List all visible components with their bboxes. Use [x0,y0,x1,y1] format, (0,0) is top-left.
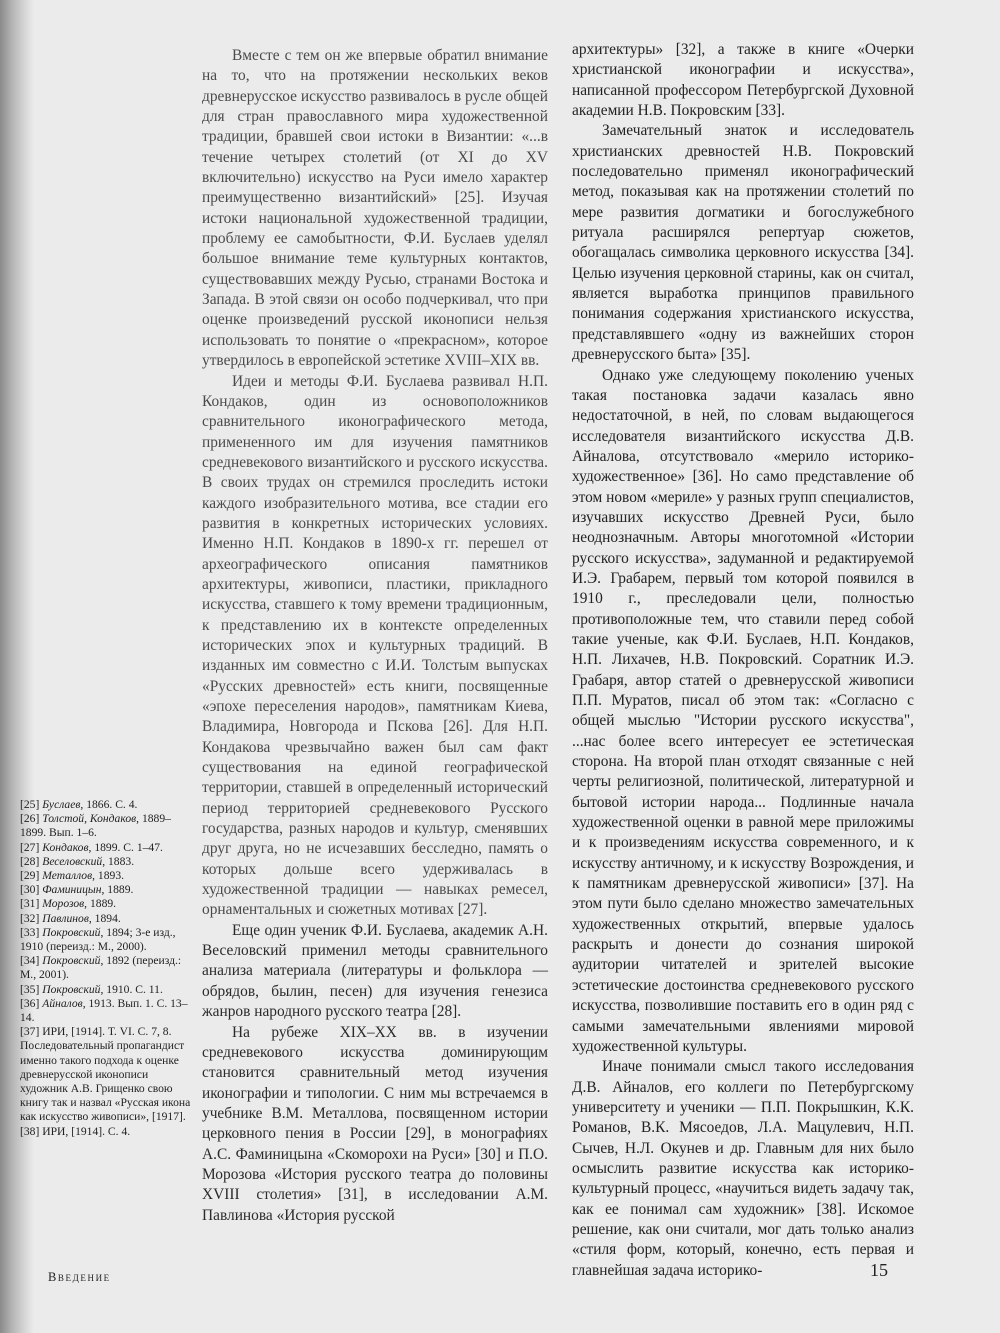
footnote-text: , 1866. С. 4. [80,798,138,811]
footnote-text: , 1899. С. 1–47. [88,840,163,854]
paragraph: Замечательный знаток и исследователь христианских древностей Н.В. Покровский последовательно применял иконографический метод, показывая как на протяжении столетий по мере развития догматики и богослужебного ритуала расширялся репертуар сюжетов, обогащалась символика церковного искусства [34]. Целью изучения церковной старины, как он считал, является выработка принципов правильного понимания содержания христианского искусства, представлявшего «одну из важнейших сторон древнерусского быта» [35]. [572,122,914,364]
main-text-column-middle [202,46,548,1226]
page-number: 15 [870,1260,888,1280]
footnote-author: Металлов [42,869,93,883]
footnote-number: [25] [20,798,40,811]
footnote [20,983,192,997]
footnote-author: Веселовский [42,854,103,868]
footnote-text: , 1910. С. 11. [100,982,163,996]
footnote-author: Айналов [42,996,83,1010]
footnote [20,883,192,897]
footnote [20,812,192,840]
footnotes-column [20,798,192,1139]
footnote [20,1025,192,1124]
footnote-author: Буслаев [42,798,81,811]
running-footer-section: Введение [48,1270,111,1284]
paragraph: Однако уже следующему поколению ученых такая постановка задачи казалась явно недостаточной, в ней, по словам выдающегося исследователя византийского искусства Д.В. Айналова, отсутствовало «мерило историко-художественное» [36]. Но само представление об этом новом «мериле» у разных групп специалистов, изучавших искусство Древней Руси, было неоднозначным. Авторы многотомной «Истории русского искусства», задуманной и редактируемой И.Э. Грабарем, первый том которой появился в 1910 г., преследовали цели, полностью противоположные тем, что ставили перед собой такие ученые, как Ф.И. Буслаев, Н.П. Кондаков, Н.П. Лихачев, Н.В. Покровский. Соратник И.Э. Грабаря, автор статей о древнерусской живописи П.П. Муратов, писал об этом так: «Согласно с общей мыслью "Истории русского искусства", ...нас более всего интересует ее эстетическая сторона. На второй план отходят связанные с ней черты религиозной, политической, литературной и бытовой истории народа... Подлинные начала художественной оценки в равной мере приложимы и к произведениям искусства современного, и к искусству античному, и к искусству Возрождения, и к памятникам древнерусской живописи» [37]. На этом пути было сделано множество замечательных художественных открытий, впервые удалось раскрыть и донести до сознания широкой аудитории читателей и зрителей высокие эстетические достоинства средневекового русского искусства, позволившие поставить его в один ряд с самыми замечательными явлениями мировой художественной культуры. [572,366,914,1055]
footnote [20,954,192,982]
footnote-text: , 1883. [102,854,135,868]
footnote-number: [36] [20,996,40,1010]
footnote-number: [29] [20,869,40,883]
footnote [20,841,192,855]
footnote-text: ИРИ, [1914]. Т. VI. С. 7, 8. Последовательный пропагандист именно такого подхода к оценке древнерусской иконописи художник А.В. Грищенко свою книгу так и назвал «Русская икона как искусство живописи», [1917]. [20,1025,191,1124]
footnote-author: Покровский [42,954,101,968]
footnote-text: , 1892 (переизд.: М., 2001). [20,954,182,982]
paragraph: На рубеже XIX–XX вв. в изучении средневекового искусства доминирующим становится сравнительный метод изучения иконографии и типологии. С ним мы встречаемся в учебнике В.М. Металлова, посвященном истории церковного пения в России [29], в монографиях А.С. Фаминицына «Скоморохи на Руси» [30] и П.О. Морозова «История русского театра до половины XVIII столетия» [31], в исследовании А.М. Павлинова «История русской [202,1023,548,1224]
footnote-number: [31] [20,897,40,911]
footnote-text: , 1894. [88,911,121,925]
footnote-text: , 1889. [84,897,117,911]
footnote [20,926,192,954]
footnote [20,897,192,911]
paragraph: Идеи и методы Ф.И. Буслаева развивал Н.П. Кондаков, один из основоположников сравнительного иконографического метода, примененного им для изучения памятников средневекового византийского и русского искусства. В своих трудах он стремился проследить истоки каждого изобразительного мотива, все стадии его развития в конкретных исторических условиях. Именно Н.П. Кондаков в 1890-х гг. перешел от археографического описания памятников архитектуры, живописи, пластики, прикладного искусства, ставшего к тому времени традиционным, к представлению их в контексте определенных исторических эпох и культурных традиций. В изданных им совместно с И.И. Толстым выпусках «Русских древностей» есть книги, посвященные «эпохе переселения народов», памятникам Киева, Владимира, Новгорода и Пскова [26]. Для Н.П. Кондакова чрезвычайно важен был сам факт существования на единой географической территории, ставшей в определенный исторический период территорией средневекового Русского государства, разных народов и культур, сменявших друг друга, но не исчезавших бесследно, память о которых дольше всего удерживалась в художественной традиции — навыках ремесел, орнаментальных и сюжетных мотивах [27]. [202,372,548,919]
main-text-column-right [572,40,914,1281]
footnote-number: [32] [20,911,40,925]
footnote-text: , 1893. [92,869,125,883]
footnote-number: [34] [20,954,40,968]
footnote-number: [37] [20,1025,40,1039]
footnote [20,855,192,869]
paragraph-continuation: архитектуры» [32], а также в книге «Очерки христианской иконографии и искусства», написанной профессором Петербургской Духовной академии Н.В. Покровским [33]. [572,41,914,120]
footnote-text: , 1889–1899. Вып. 1–6. [20,812,171,840]
footnote-author: Морозов [42,897,85,911]
footnote-author: Фаминицын [42,883,102,897]
footnote-author: Толстой, Кондаков [42,812,137,826]
footnote-author: Покровский [42,982,101,996]
footnote [20,869,192,883]
footnote-number: [27] [20,840,40,854]
footnote-number: [38] [20,1124,40,1138]
paragraph: Вместе с тем он же впервые обратил внимание на то, что на протяжении нескольких веков древнерусское искусство развивалось в русле общей для стран православного мира художественной традиции, бравшей свои истоки в Византии: «...в течение четырех столетий (от XI до XV включительно) искусство на Руси имело характер преимущественно византийский» [25]. Изучая истоки национальной художественной традиции, проблему ее самобытности, Ф.И. Буслаев уделял большое внимание теме культурных контактов, существовавших между Русью, странами Востока и Запада. В этой связи он особо подчеркивал, что при оценке произведений русской иконописи нельзя использовать то понятие о «прекрасном», которое утвердилось в европейской эстетике XVIII–XIX вв. [202,47,548,370]
footnote-text: , 1889. [101,883,134,897]
footnote [20,798,192,812]
footnote-author: Павлинов [42,911,89,925]
footnote [20,1125,192,1139]
footnote-number: [28] [20,854,40,868]
footnote-number: [30] [20,883,40,897]
footnote-author: Кондаков [42,840,89,854]
footnote-number: [26] [20,812,40,826]
footnote-text: , 1894; 3-е изд., 1910 (переизд.: М., 2000). [20,925,176,954]
footnote-text: ИРИ, [1914]. С. 4. [42,1124,131,1138]
footnote [20,997,192,1025]
footnote-text: , 1913. Вып. 1. С. 13–14. [20,996,188,1025]
footnote-number: [35] [20,982,40,996]
footnote [20,912,192,926]
paragraph: Иначе понимали смысл такого исследования Д.В. Айналов, его коллеги по Петербургскому университету и ученики — П.П. Покрышкин, К.К. Романов, В.К. Мясоедов, Л.А. Мацулевич, Н.П. Сычев, Н.Л. Окунев и др. Главным для них было осмыслить развитие искусства как историко-культурный процесс, «научиться видеть задачу так, как ее понимал сам художник» [38]. Искомое решение, как они считали, мог дать только анализ «стиля форм, который, конечно, есть первая и главнейшая задача историко- [572,1058,914,1279]
footnote-number: [33] [20,925,40,939]
footnote-author: Покровский [42,925,101,939]
paragraph: Еще один ученик Ф.И. Буслаева, академик А.Н. Веселовский применил методы сравнительного анализа материала (литературы и фольклора — обрядов, былин, песен) для изучения генезиса жанров народного русского театра [28]. [202,921,548,1021]
